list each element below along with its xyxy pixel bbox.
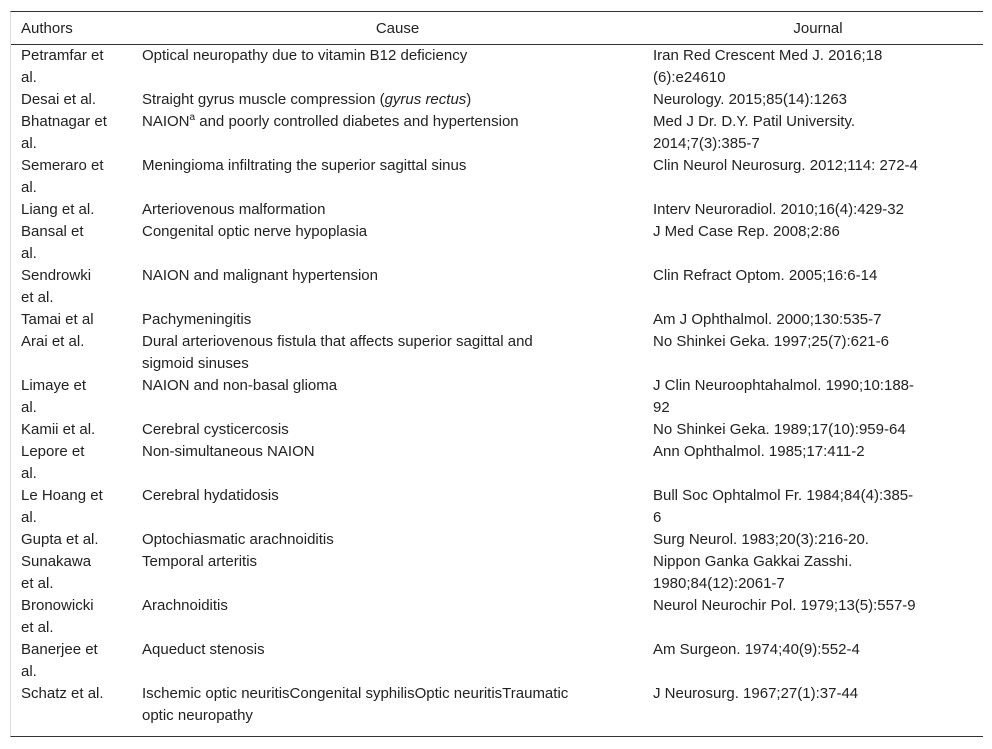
cause-cell bbox=[142, 441, 653, 485]
table-header bbox=[11, 12, 983, 45]
authors-cell: Kamii et al. bbox=[21, 421, 96, 438]
table-row bbox=[11, 529, 983, 551]
cause-text: Pachymeningitis bbox=[142, 311, 252, 328]
authors-cell: Arai et al. bbox=[21, 333, 85, 350]
cause-cell bbox=[142, 683, 653, 727]
cause-cell bbox=[142, 551, 653, 595]
journal-cell: Nippon Ganka Gakkai Zasshi. 1980;84(12):2061-7 bbox=[653, 553, 853, 592]
cause-cell bbox=[142, 595, 653, 639]
authors-cell: Banerjee et al. bbox=[21, 641, 98, 680]
authors-cell: Bronowicki et al. bbox=[21, 597, 94, 636]
table-row bbox=[11, 639, 983, 683]
journal-cell: J Med Case Rep. 2008;2:86 bbox=[653, 223, 840, 240]
authors-cell: Le Hoang et al. bbox=[21, 487, 103, 526]
journal-cell: Am J Ophthalmol. 2000;130:535-7 bbox=[653, 311, 882, 328]
cause-cell bbox=[142, 485, 653, 529]
cause-cell bbox=[142, 639, 653, 683]
authors-cell: Semeraro et al. bbox=[21, 157, 104, 196]
table-row bbox=[11, 683, 983, 727]
table-row bbox=[11, 331, 983, 375]
cause-text: NAION and non-basal glioma bbox=[142, 377, 338, 394]
cause-cell bbox=[142, 45, 653, 89]
header-cause: Cause bbox=[375, 19, 420, 37]
authors-cell: Bhatnagar et al. bbox=[21, 113, 107, 152]
table-row bbox=[11, 309, 983, 331]
authors-cell: Sunakawa et al. bbox=[21, 553, 92, 592]
authors-cell: Petramfar et al. bbox=[21, 47, 104, 86]
journal-cell: Neurol Neurochir Pol. 1979;13(5):557-9 bbox=[653, 597, 916, 614]
journal-cell: Surg Neurol. 1983;20(3):216-20. bbox=[653, 531, 869, 548]
journal-cell: Clin Neurol Neurosurg. 2012;114: 272-4 bbox=[653, 157, 918, 174]
cause-text: Arachnoiditis bbox=[142, 597, 228, 614]
table-row bbox=[11, 441, 983, 485]
cause-cell bbox=[142, 265, 653, 309]
cause-text: Aqueduct stenosis bbox=[142, 641, 265, 658]
authors-cell: Bansal et al. bbox=[21, 223, 84, 262]
journal-cell: Med J Dr. D.Y. Patil University. 2014;7(3):385-7 bbox=[653, 113, 856, 152]
cause-text: Ischemic optic neuritisCongenital syphilisOptic neuritisTraumatic optic neuropathy bbox=[142, 685, 569, 724]
authors-cell: Desai et al. bbox=[21, 91, 97, 108]
cause-cell bbox=[142, 529, 653, 551]
cause-text: Cerebral cysticercosis bbox=[142, 421, 289, 438]
table-row bbox=[11, 265, 983, 309]
table-row bbox=[11, 45, 983, 89]
table-row bbox=[11, 111, 983, 155]
cause-text: Temporal arteritis bbox=[142, 553, 258, 570]
table-row bbox=[11, 155, 983, 199]
cause-cell bbox=[142, 419, 653, 441]
journal-cell: No Shinkei Geka. 1989;17(10):959-64 bbox=[653, 421, 906, 438]
authors-cell: Sendrowki et al. bbox=[21, 267, 92, 306]
references-table bbox=[10, 11, 983, 737]
cause-cell bbox=[142, 309, 653, 331]
authors-cell: Limaye et al. bbox=[21, 377, 87, 416]
table-row bbox=[11, 595, 983, 639]
journal-cell: Ann Ophthalmol. 1985;17:411-2 bbox=[653, 443, 865, 460]
cause-text: Optochiasmatic arachnoiditis bbox=[142, 531, 334, 548]
cause-cell bbox=[142, 221, 653, 265]
table-body bbox=[11, 45, 983, 736]
authors-cell: Liang et al. bbox=[21, 201, 95, 218]
journal-cell: Iran Red Crescent Med J. 2016;18 (6):e24610 bbox=[653, 47, 883, 86]
table-row bbox=[11, 199, 983, 221]
table-row bbox=[11, 89, 983, 111]
cause-text: ) bbox=[466, 91, 472, 108]
journal-cell: No Shinkei Geka. 1997;25(7):621-6 bbox=[653, 333, 889, 350]
authors-cell: Tamai et al bbox=[21, 311, 94, 328]
table-row bbox=[11, 419, 983, 441]
cause-cell bbox=[142, 375, 653, 419]
authors-cell: Schatz et al. bbox=[21, 685, 104, 702]
cause-cell bbox=[142, 155, 653, 199]
journal-cell: Am Surgeon. 1974;40(9):552-4 bbox=[653, 641, 860, 658]
cause-text: Cerebral hydatidosis bbox=[142, 487, 279, 504]
header-journal: Journal bbox=[793, 19, 843, 37]
cause-cell bbox=[142, 89, 653, 111]
cause-text: Meningioma infiltrating the superior sagittal sinus bbox=[142, 157, 467, 174]
cause-cell bbox=[142, 199, 653, 221]
table-row bbox=[11, 221, 983, 265]
cause-text: NAION and malignant hypertension bbox=[142, 267, 378, 284]
cause-text: Congenital optic nerve hypoplasia bbox=[142, 223, 368, 240]
cause-text: Straight gyrus muscle compression ( bbox=[142, 91, 385, 108]
cause-cell bbox=[142, 111, 653, 155]
cause-cell bbox=[142, 331, 653, 375]
cause-text: Non-simultaneous NAION bbox=[142, 443, 315, 460]
journal-cell: Clin Refract Optom. 2005;16:6-14 bbox=[653, 267, 878, 284]
cause-text: NAION bbox=[142, 113, 190, 130]
journal-cell: Neurology. 2015;85(14):1263 bbox=[653, 91, 848, 108]
cause-text: and poorly controlled diabetes and hypertension bbox=[195, 113, 519, 130]
table-row bbox=[11, 375, 983, 419]
footnote-marker: a bbox=[189, 112, 196, 123]
table-row bbox=[11, 551, 983, 595]
journal-cell: Interv Neuroradiol. 2010;16(4):429-32 bbox=[653, 201, 904, 218]
journal-cell: Bull Soc Ophtalmol Fr. 1984;84(4):385- 6 bbox=[653, 487, 914, 526]
authors-cell: Gupta et al. bbox=[21, 531, 99, 548]
table-row bbox=[11, 485, 983, 529]
journal-cell: J Clin Neuroophtahalmol. 1990;10:188- 92 bbox=[653, 377, 914, 416]
cause-text: Arteriovenous malformation bbox=[142, 201, 326, 218]
cause-text: gyrus rectus bbox=[384, 91, 467, 108]
cause-text: Dural arteriovenous fistula that affects superior sagittal and sigmoid sinuses bbox=[142, 333, 533, 372]
journal-cell: J Neurosurg. 1967;27(1):37-44 bbox=[653, 685, 859, 702]
cause-text: Optical neuropathy due to vitamin B12 deficiency bbox=[142, 47, 468, 64]
header-authors: Authors bbox=[21, 19, 73, 37]
authors-cell: Lepore et al. bbox=[21, 443, 85, 482]
